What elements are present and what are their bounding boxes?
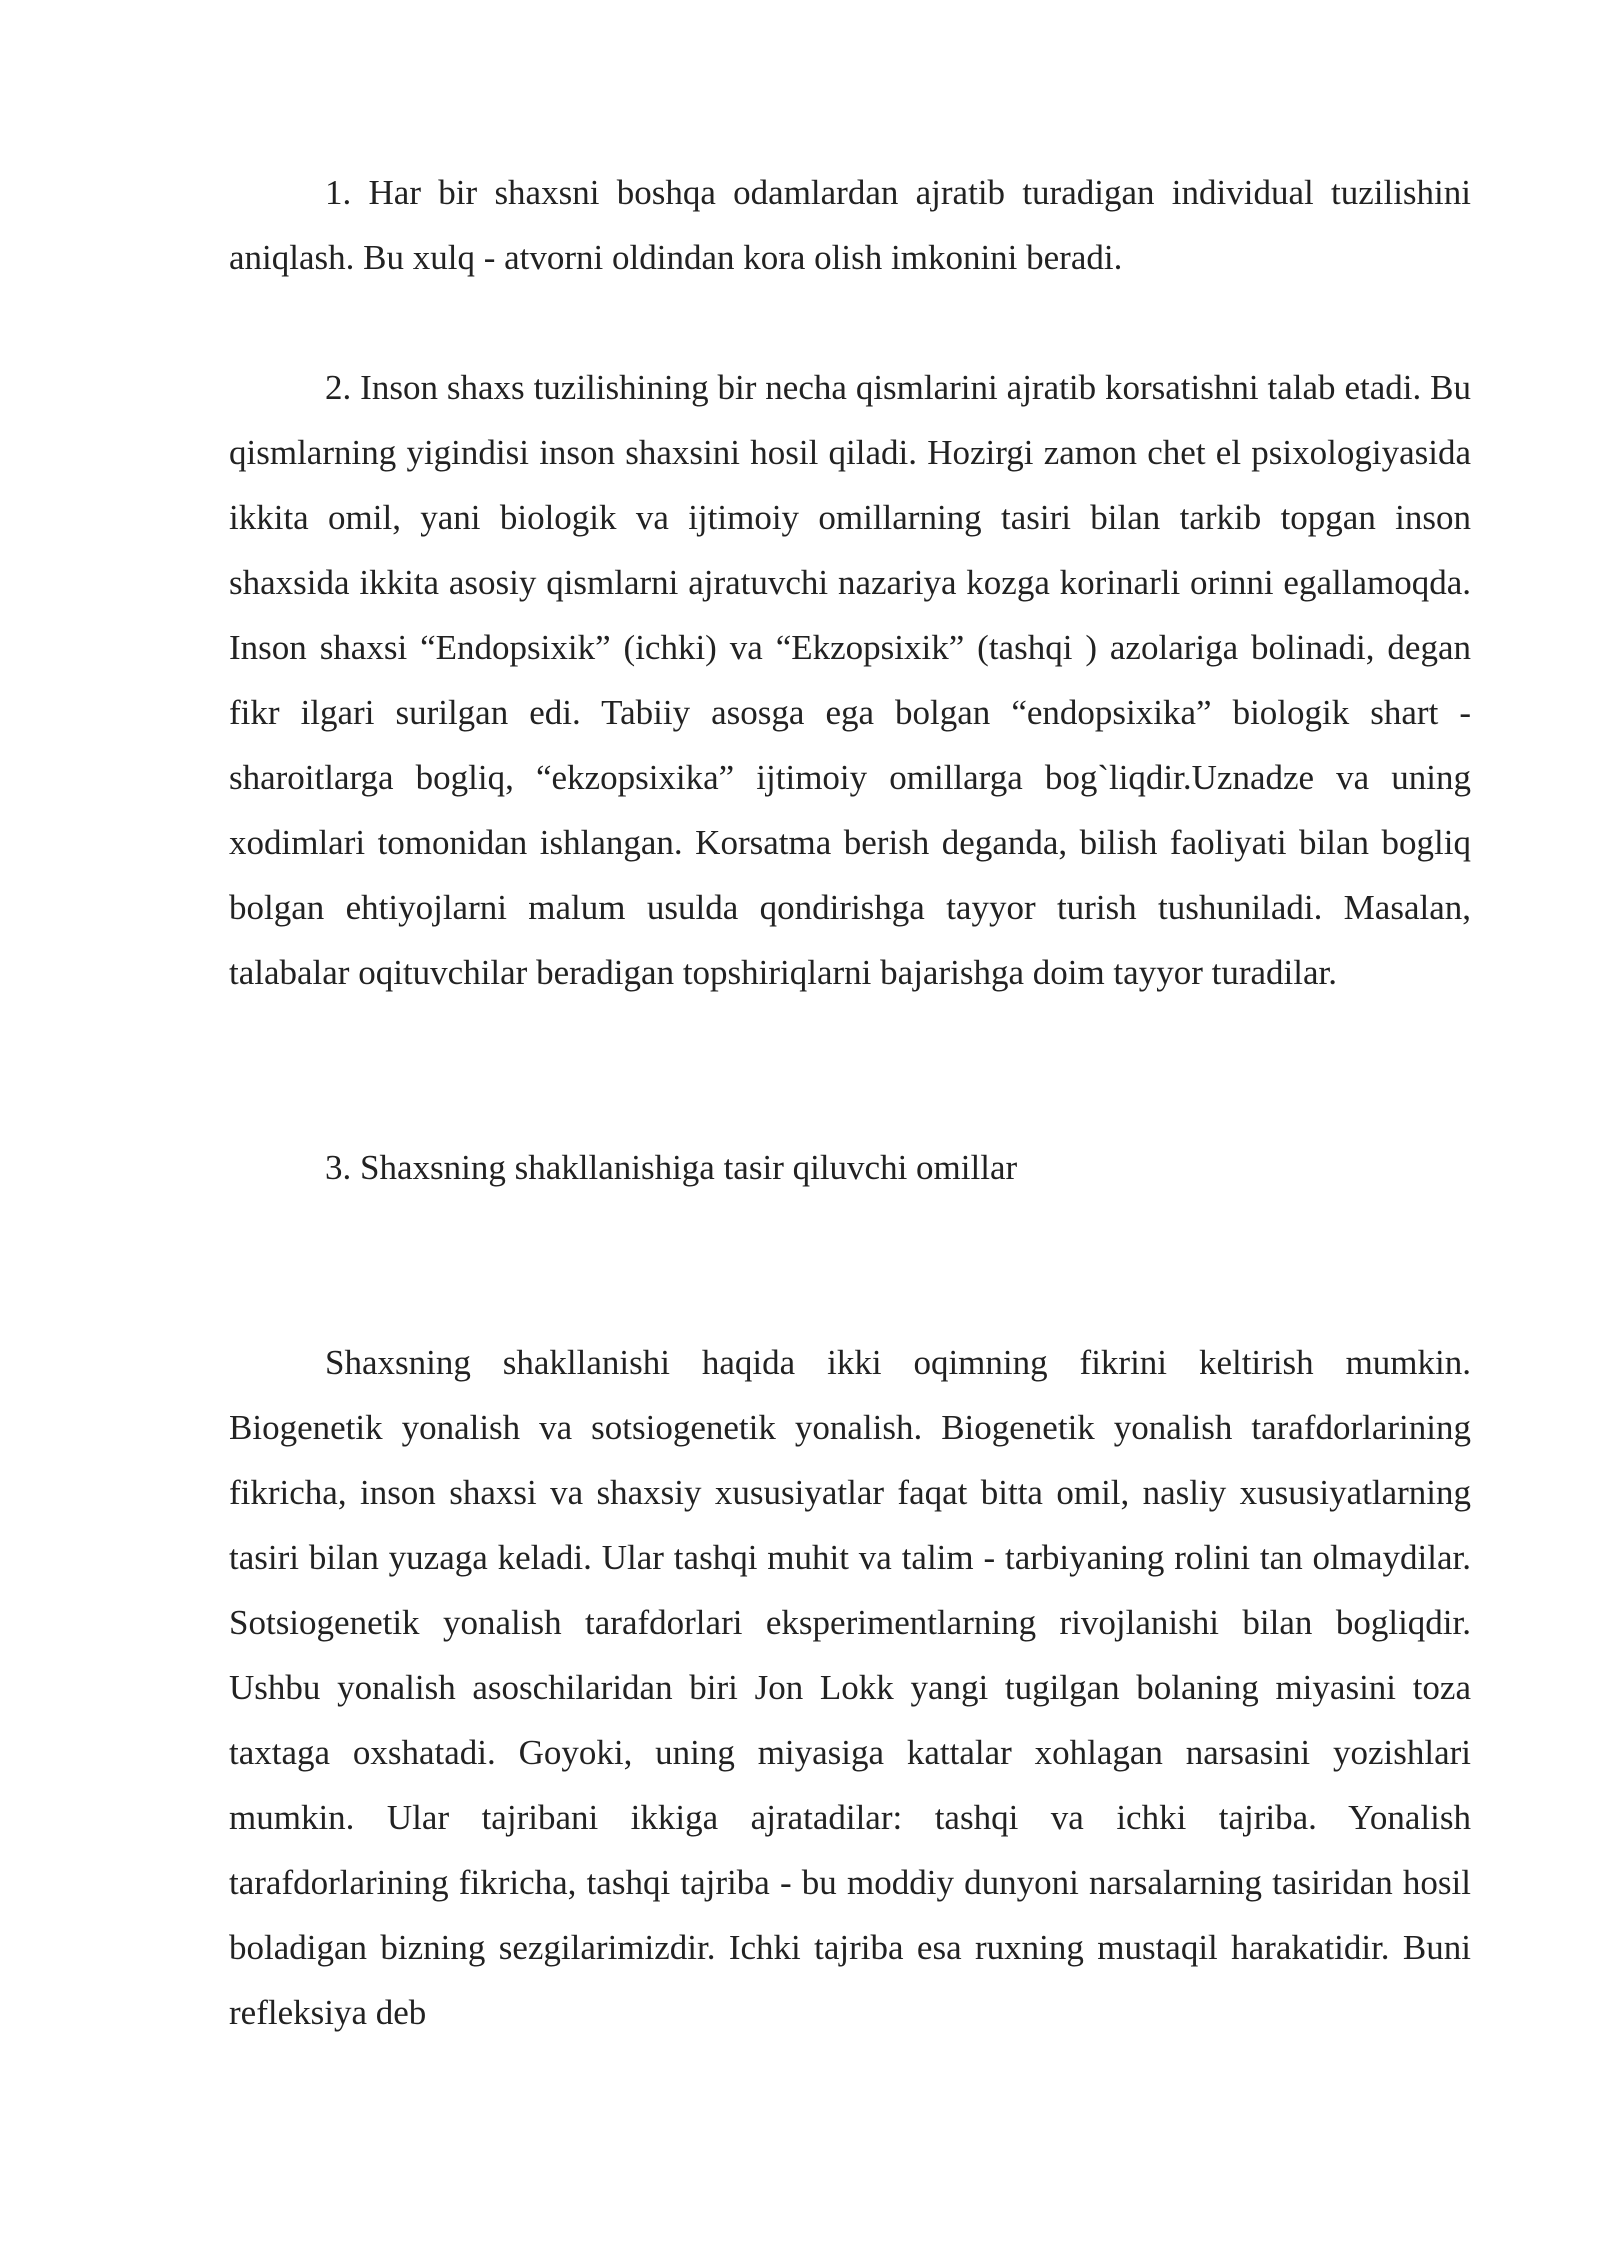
- paragraph-2: 2. Inson shaxs tuzilishining bir necha qismlarini ajratib korsatishni talab etadi. Bu qismlarning yigindisi inson shaxsini hosil qiladi. Hozirgi zamon chet el psixologiyasida ikkita omil, yani biologik va ijtimoiy omillarning tasiri bilan tarkib topgan inson shaxsida ikkita asosiy qismlarni ajratuvchi nazariya kozga korinarli orinni egallamoqda. Inson shaxsi “Endopsixik” (ichki) va “Ekzopsixik” (tashqi ) azolariga bolinadi, degan fikr ilgari surilgan edi. Tabiiy asosga ega bolgan “endopsixika” biologik shart - sharoitlarga bogliq, “ekzopsixika” ijtimoiy omillarga bog`liqdir.Uznadze va uning xodimlari tomonidan ishlangan. Korsatma berish deganda, bilish faoliyati bilan bogliq bolgan ehtiyojlarni malum usulda qondirishga tayyor turish tushuniladi. Masalan, talabalar oqituvchilar beradigan topshiriqlarni bajarishga doim tayyor turadilar.: [229, 368, 1471, 992]
- section-heading: 3. Shaxsning shakllanishiga tasir qiluvchi omillar: [325, 1148, 1018, 1187]
- paragraph-spacer: [229, 1200, 1471, 1330]
- document-page: [229, 160, 1471, 2045]
- paragraph-1: 1. Har bir shaxsni boshqa odamlardan ajratib turadigan individual tuzilishini aniqlash. Bu xulq - atvorni oldindan kora olish imkonini beradi.: [229, 173, 1471, 277]
- paragraph-3: Shaxsning shakllanishi haqida ikki oqimning fikrini keltirish mumkin. Biogenetik yonalish va sotsiogenetik yonalish. Biogenetik yonalish tarafdorlarining fikricha, inson shaxsi va shaxsiy xususiyatlar faqat bitta omil, nasliy xususiyatlarning tasiri bilan yuzaga keladi. Ular tashqi muhit va talim - tarbiyaning rolini tan olmaydilar. Sotsiogenetik yonalish tarafdorlari eksperimentlarning rivojlanishi bilan bogliqdir. Ushbu yonalish asoschilaridan biri Jon Lokk yangi tugilgan bolaning miyasini toza taxtaga oxshatadi. Goyoki, uning miyasiga kattalar xohlagan narsasini yozishlari mumkin. Ular tajribani ikkiga ajratadilar: tashqi va ichki tajriba. Yonalish tarafdorlarining fikricha, tashqi tajriba - bu moddiy dunyoni narsalarning tasiridan hosil boladigan bizning sezgilarimizdir. Ichki tajriba esa ruxning mustaqil harakatidir. Buni refleksiya deb: [229, 1343, 1471, 2032]
- paragraph-spacer: [229, 290, 1471, 355]
- paragraph-spacer: [229, 1005, 1471, 1135]
